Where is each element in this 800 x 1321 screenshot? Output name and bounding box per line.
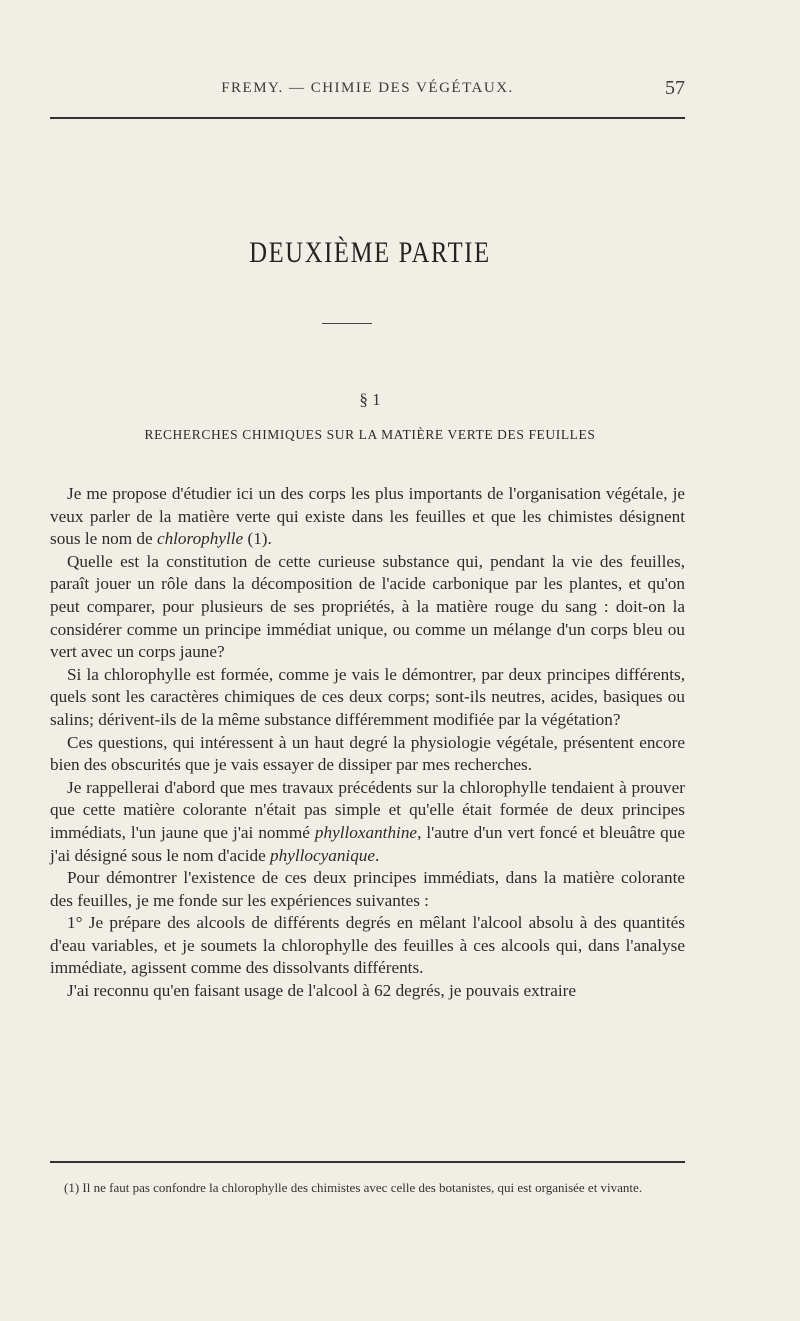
body-text (50, 483, 685, 1003)
title-divider (322, 323, 372, 324)
section-title: RECHERCHES CHIMIQUES SUR LA MATIÈRE VERTE DES FEUILLES (144, 427, 596, 442)
running-head-title: FREMY. — CHIMIE DES VÉGÉTAUX. (221, 80, 514, 96)
paragraph-5-text-c: . (375, 845, 380, 865)
paragraph-5 (50, 777, 685, 867)
paragraph-1 (50, 483, 685, 551)
paragraph-5-text-a: Je rappellerai d'abord que mes travaux précédents sur la chlorophylle tendaient à prouver que cette matière colorante n'était pas simple et qu'elle était formée de deux principes immédiats, l'un jaune que j'ai nommé (50, 777, 685, 842)
page-number: 57 (665, 77, 685, 99)
term-chlorophylle: chlorophylle (156, 529, 244, 549)
paragraph-4: Ces questions, qui intéressent à un haut degré la physiologie végétale, présentent encore bien des obscurités que je vais essayer de dissiper par mes recherches. (50, 732, 685, 775)
paragraph-8: J'ai reconnu qu'en faisant usage de l'alcool à 62 degrés, je pouvais extraire (67, 981, 576, 1001)
section-mark: § 1 (359, 390, 381, 409)
footnote: (1) Il ne faut pas confondre la chlorophylle des chimistes avec celle des botanistes, qui est organisée et vivante. (64, 1180, 643, 1195)
paragraph-5-text-b: , l'autre d'un vert foncé et bleuâtre que j'ai désigné sous le nom d'acide (50, 822, 686, 865)
header-rule (50, 117, 685, 119)
paragraph-7: 1° Je prépare des alcools de différents degrés en mêlant l'alcool absolu à des quantités d'eau variables, et je soumets la chlorophylle des feuilles à ces alcools qui, dans l'analyse immédiate, agissent comme des dissolvants différents. (50, 913, 685, 978)
term-phyllocyanique: phyllocyanique (270, 845, 376, 865)
footnote-rule (50, 1161, 685, 1163)
paragraph-3: Si la chlorophylle est formée, comme je vais le démontrer, par deux principes différents, quels sont les caractères chimiques de ces deux corps; sont-ils neutres, acides, basiques ou salins; dérivent-ils de la même substance différemment modifiée par la végétation? (50, 664, 685, 729)
part-title: DEUXIÈME PARTIE (249, 236, 491, 269)
paragraph-1-text-a: Je me propose d'étudier ici un des corps les plus importants de l'organisation végétale, je veux parler de la matière verte qui existe dans les feuilles et que les chimistes désignent sous le nom de (50, 484, 685, 549)
paragraph-6: Pour démontrer l'existence de ces deux principes immédiats, dans la matière colorante des feuilles, je me fonde sur les expériences suivantes : (50, 868, 685, 910)
paragraph-2: Quelle est la constitution de cette curieuse substance qui, pendant la vie des feuilles, paraît jouer un rôle dans la décomposition de l'acide carbonique par les plantes, et qu'on peut comparer, pour plusieurs de ses propriétés, à la matière rouge du sang : doit-on la considérer comme un principe immédiat unique, ou comme un mélange d'un corps bleu ou vert avec un corps jaune? (50, 551, 685, 662)
term-phylloxanthine: phylloxanthine (314, 822, 418, 842)
paragraph-1-text-b: (1). (243, 529, 272, 549)
running-head (50, 77, 685, 104)
